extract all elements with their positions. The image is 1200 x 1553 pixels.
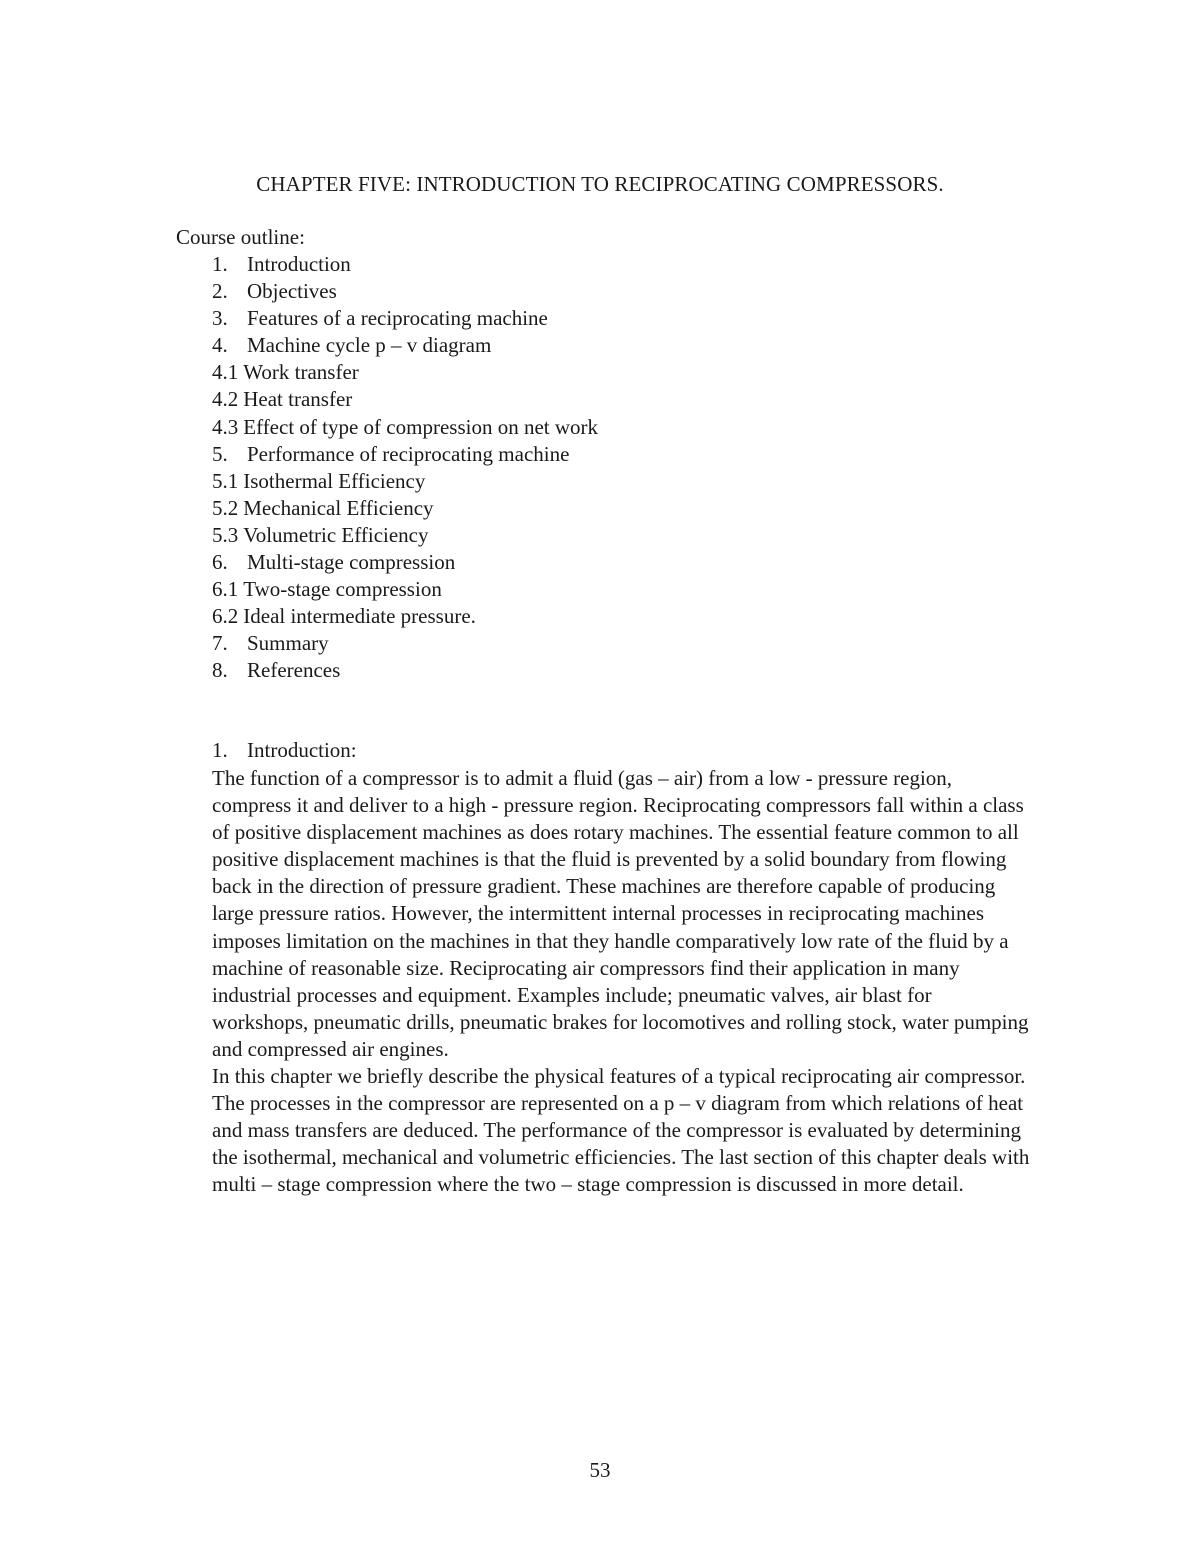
body-paragraph: The function of a compressor is to admit a fluid (gas – air) from a low - pressure region, compress it and deliver to a high - pressure region. Reciprocating compressors fall within a class of positive displacement machines as does rotary machines. The essential feature common to all positive displacement machines is that the fluid is prevented by a solid boundary from flowing back in the direction of pressure gradient. These machines are therefore capable of producing large pressure ratios. However, the intermittent internal processes in reciprocating machines imposes limitation on the machines in that they handle comparatively low rate of the fluid by a machine of reasonable size. Reciprocating air compressors find their application in many industrial processes and equipment. Examples include; pneumatic valves, air blast for workshops, pneumatic drills, pneumatic brakes for locomotives and rolling stock, water pumping and compressed air engines. <box>212 766 1029 1061</box>
outline-item-text: Volumetric Efficiency <box>243 522 429 547</box>
page-number: 53 <box>589 1458 611 1482</box>
outline-item-number: 5.2 <box>212 495 239 520</box>
outline-item-text: References <box>247 658 341 683</box>
outline-item-number: 2. <box>212 279 228 304</box>
outline-item <box>212 414 598 441</box>
outline-item-number: 4.1 <box>212 360 239 385</box>
outline-item <box>212 576 598 603</box>
outline-item-number: 1. <box>212 252 228 276</box>
outline-item-text: Introduction <box>247 252 351 276</box>
outline-label: Course outline: <box>176 225 305 249</box>
outline-item-text: Work transfer <box>243 360 359 385</box>
course-outline-list <box>212 251 598 685</box>
outline-item-number: 5.3 <box>212 522 239 547</box>
outline-item-text: Objectives <box>247 279 337 304</box>
chapter-title: CHAPTER FIVE: INTRODUCTION TO RECIPROCATING COMPRESSORS. <box>256 172 944 196</box>
outline-item-number: 7. <box>212 631 228 656</box>
outline-item-number: 6.1 <box>212 577 239 602</box>
outline-item-text: Two-stage compression <box>243 577 442 602</box>
outline-item-number: 4.2 <box>212 387 239 412</box>
outline-item-number: 6. <box>212 550 228 575</box>
outline-item-number: 8. <box>212 658 228 683</box>
outline-item-text: Effect of type of compression on net work <box>243 414 599 439</box>
outline-item <box>212 251 598 278</box>
outline-item-number: 4.3 <box>212 414 239 439</box>
outline-item <box>212 657 598 684</box>
section-number: 1. <box>212 738 228 762</box>
outline-item <box>212 305 598 332</box>
outline-item-text: Ideal intermediate pressure. <box>243 604 476 629</box>
outline-item <box>212 441 598 468</box>
outline-item-text: Summary <box>247 631 329 656</box>
outline-item <box>212 495 598 522</box>
outline-item-text: Multi-stage compression <box>247 550 456 575</box>
outline-item-text: Heat transfer <box>243 387 353 412</box>
outline-item-number: 3. <box>212 306 228 331</box>
outline-item <box>212 630 598 657</box>
outline-item-text: Isothermal Efficiency <box>243 468 426 493</box>
outline-item <box>212 603 598 630</box>
outline-item <box>212 386 598 413</box>
outline-item <box>212 332 598 359</box>
outline-item <box>212 522 598 549</box>
section-body <box>212 765 1032 1199</box>
outline-item-text: Machine cycle p – v diagram <box>247 333 492 358</box>
outline-item <box>212 278 598 305</box>
outline-item-number: 4. <box>212 333 228 358</box>
outline-item-number: 5. <box>212 441 228 466</box>
section-heading-text: Introduction: <box>247 738 357 762</box>
outline-item-text: Performance of reciprocating machine <box>247 441 570 466</box>
body-paragraph: In this chapter we briefly describe the physical features of a typical reciprocating air compressor. The processes in the compressor are represented on a p – v diagram from which relations of heat and mass transfers are deduced. The performance of the compressor is evaluated by determining the isothermal, mechanical and volumetric efficiencies. The last section of this chapter deals with multi – stage compression where the two – stage compression is discussed in more detail. <box>212 1064 1030 1197</box>
outline-item-text: Features of a reciprocating machine <box>247 306 548 331</box>
outline-item <box>212 549 598 576</box>
outline-item <box>212 359 598 386</box>
outline-item-text: Mechanical Efficiency <box>243 495 434 520</box>
outline-item-number: 5.1 <box>212 468 239 493</box>
section-heading <box>212 738 357 763</box>
outline-item-number: 6.2 <box>212 604 239 629</box>
outline-item <box>212 468 598 495</box>
